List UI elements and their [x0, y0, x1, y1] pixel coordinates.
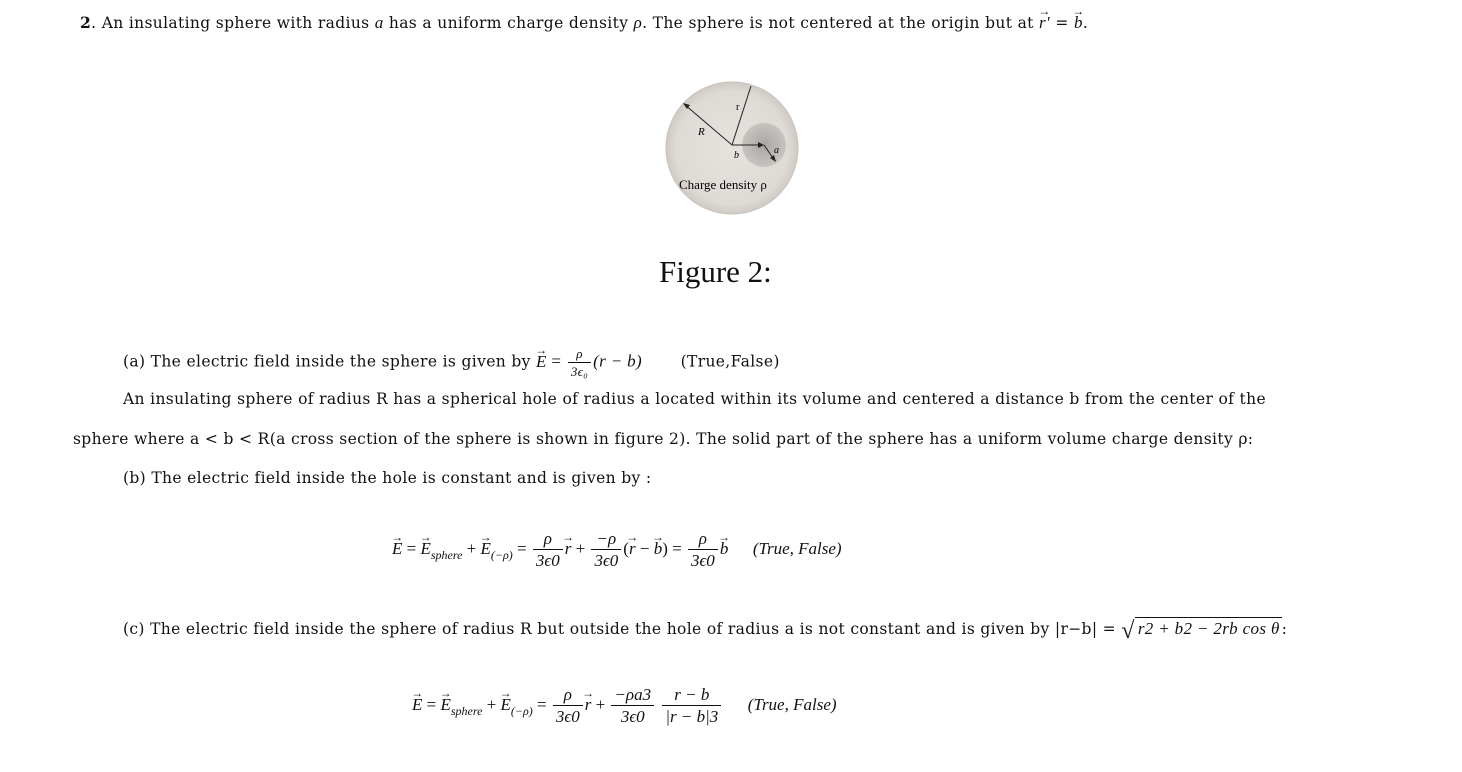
frac-numerator: ρ [688, 530, 718, 550]
part-c-equation: → E = → $E_{sphere}$ + → $E_{(-\rho)}$ = $\frac{\rho}{3\epsilon 0}$ → r + $\frac{-\rho a3}{3\epsilon 0}$ $\frac{r - b}{|r - b|3}$ (True, False) [412, 686, 837, 726]
equals-sign: = [546, 351, 566, 371]
var-E: → E [412, 695, 422, 715]
fraction [591, 530, 621, 570]
label-a: a [774, 145, 779, 156]
frac-numerator: −ρa3 [611, 686, 654, 706]
var-E: → E [481, 539, 491, 559]
var-rho: ρ [633, 13, 643, 32]
var-E: → E [392, 539, 402, 559]
frac-denominator: 3ϵ0 [620, 706, 645, 726]
frac-numerator: −ρ [591, 530, 621, 550]
statement-text: has a uniform charge density [383, 14, 634, 32]
subscript-minus-rho: (−ρ) [510, 703, 533, 718]
fraction [688, 530, 718, 570]
problem-number: 2 [80, 13, 92, 32]
true-false-choice: (True,False) [680, 352, 780, 371]
fraction [533, 530, 563, 570]
statement-text: . The sphere is not centered at the origin but at [642, 14, 1040, 32]
statement-text: . An insulating sphere with radius [91, 14, 375, 32]
frac-numerator: ρ [568, 347, 591, 363]
subscript-sphere: sphere [430, 547, 463, 562]
r-minus-b-expr: (r − b) [593, 351, 643, 371]
frac-denominator: |r − b|3 [665, 706, 719, 726]
fraction [553, 686, 583, 726]
frac-denominator: 3ϵ0 [555, 706, 580, 726]
var-E: → E [420, 539, 430, 559]
part-a-text: (a) The electric field inside the sphere is given by [123, 352, 536, 371]
subscript-sphere: sphere [450, 703, 483, 718]
label-b: b [734, 150, 739, 161]
frac-denominator: 3ϵ₀ [570, 363, 589, 379]
part-a [123, 347, 780, 378]
fraction-rho-3eps0 [568, 347, 591, 378]
paragraph-line-2: sphere where a < b < R(a cross section of the sphere is shown in figure 2). The solid part of the sphere has a uniform volume charge density ρ: [73, 430, 1254, 448]
frac-numerator: ρ [533, 530, 563, 550]
sphere-figure [664, 80, 800, 216]
var-b: → b [1074, 13, 1083, 33]
part-c [123, 618, 1287, 645]
colon: : [1281, 620, 1288, 638]
charge-density-label: Charge density ρ [679, 177, 767, 192]
paragraph-line-1: An insulating sphere of radius R has a spherical hole of radius a located within its volume and centered a distance b from the center of the [123, 390, 1266, 408]
sqrt-symbol: √ [1121, 618, 1135, 644]
equals-sign: = [1050, 14, 1074, 32]
true-false-choice: (True, False) [752, 538, 842, 558]
period: . [1082, 14, 1089, 32]
sqrt-expression: r2 + b2 − 2rb cos θ [1135, 617, 1282, 638]
fraction [611, 686, 654, 726]
part-c-text: (c) The electric field inside the sphere of radius R but outside the hole of radius a is not constant and is given by |r−b| = [123, 620, 1122, 638]
part-b-equation: → E = → $E_{sphere}$ + → $E_{(-\rho)}$ = $\frac{\rho}{3\epsilon 0}$ → r + $\frac{-\rho}{3\epsilon 0}$ (→ r − → b) = $\frac{\rho}{3\epsilon 0}$ → b (True, False) [392, 530, 842, 570]
problem-statement [80, 13, 1088, 33]
sphere-diagram [664, 80, 800, 216]
label-R: R [698, 126, 705, 138]
true-false-choice: (True, False) [747, 694, 837, 714]
frac-denominator: 3ϵ0 [594, 550, 619, 570]
var-E: → E [536, 352, 547, 372]
subscript-minus-rho: (−ρ) [490, 547, 513, 562]
part-b-text: (b) The electric field inside the hole is constant and is given by : [123, 469, 652, 487]
var-E: → E [440, 695, 450, 715]
var-E: → E [501, 695, 511, 715]
figure-title: Figure 2: [659, 254, 772, 289]
frac-numerator: r − b [662, 686, 721, 706]
var-r-prime: → r′ [1039, 13, 1050, 33]
frac-denominator: 3ϵ0 [690, 550, 715, 570]
frac-numerator: ρ [553, 686, 583, 706]
frac-denominator: 3ϵ0 [535, 550, 560, 570]
fraction [662, 686, 721, 726]
var-a: a [374, 13, 384, 32]
label-r: r [736, 102, 740, 113]
